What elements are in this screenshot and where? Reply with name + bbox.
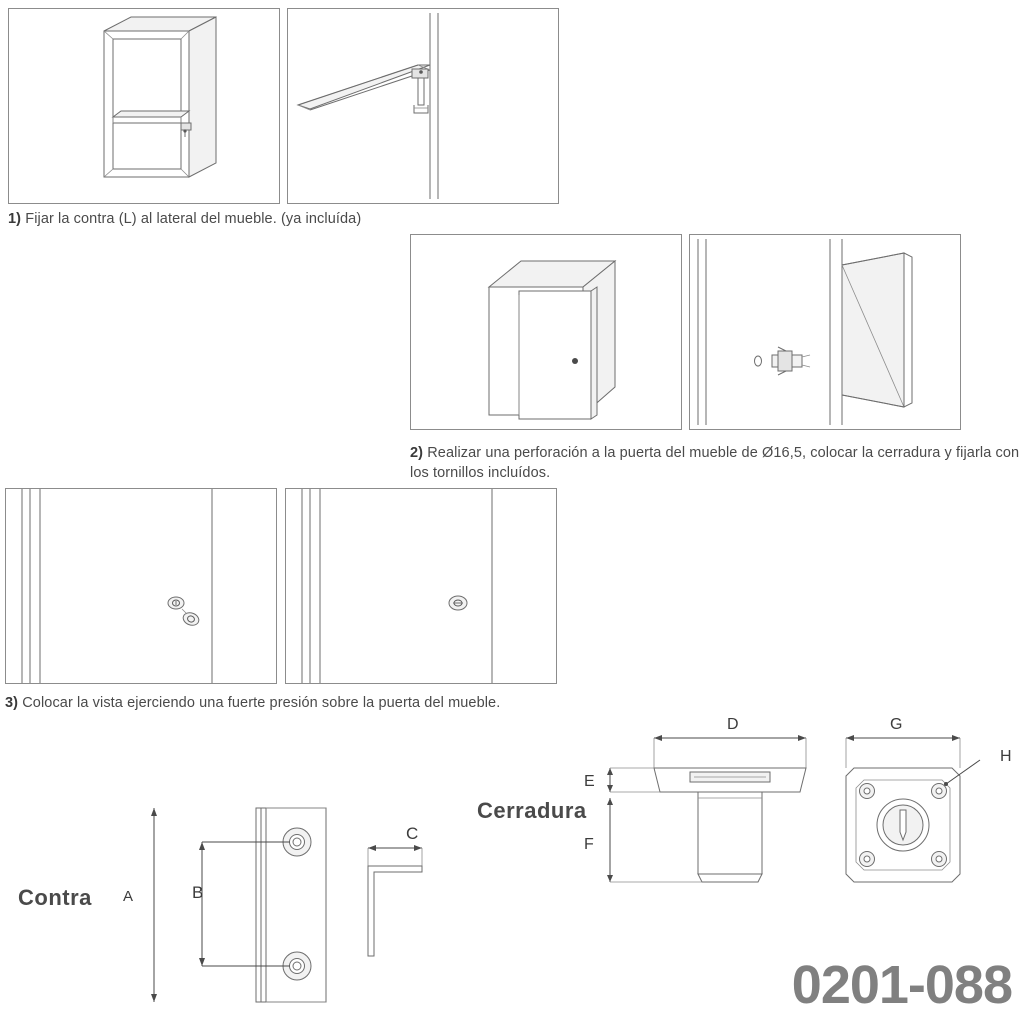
step3-panel-right bbox=[285, 488, 557, 684]
contra-detail-drawing bbox=[288, 9, 558, 203]
contra-label: Contra bbox=[18, 885, 92, 910]
step2-text: Realizar una perforación a la puerta del mueble de Ø16,5, colocar la cerradura y fijarla con los tornillos incluídos. bbox=[410, 445, 1020, 481]
lock-install-drawing bbox=[690, 235, 960, 429]
cabinet-door-drawing bbox=[411, 235, 681, 429]
step1-panel-left bbox=[8, 8, 280, 204]
step1-number: 1) bbox=[8, 211, 22, 227]
step3-panel-left bbox=[5, 488, 277, 684]
dimension-E-label: E bbox=[584, 773, 595, 790]
step2-panel-left bbox=[410, 234, 682, 430]
step3-text: Colocar la vista ejerciendo una fuerte presión sobre la puerta del mueble. bbox=[22, 695, 501, 711]
door-front-left-drawing bbox=[6, 489, 276, 683]
dimension-C-label: C bbox=[406, 824, 419, 843]
dimension-B-label: B bbox=[192, 883, 204, 902]
step2-caption bbox=[410, 444, 1020, 483]
cerradura-side-drawing bbox=[570, 706, 830, 906]
dimension-F-label: F bbox=[584, 836, 594, 853]
dimension-D-label: D bbox=[727, 716, 739, 733]
cabinet-open-drawing bbox=[9, 9, 279, 203]
dimension-H-label: H bbox=[1000, 748, 1012, 765]
dimension-G-label: G bbox=[890, 716, 903, 733]
step2-number: 2) bbox=[410, 445, 424, 461]
cerradura-front-drawing bbox=[820, 706, 1020, 906]
step3-number: 3) bbox=[5, 695, 19, 711]
step1-text: Fijar la contra (L) al lateral del mueble. (ya incluída) bbox=[25, 211, 362, 227]
product-code: 0201-088 bbox=[791, 955, 1012, 1015]
step1-caption bbox=[8, 210, 628, 230]
step3-caption bbox=[5, 694, 645, 714]
contra-drawing bbox=[140, 790, 470, 1015]
dimension-A-label: A bbox=[123, 888, 134, 905]
step2-panel-right bbox=[689, 234, 961, 430]
step1-panel-right bbox=[287, 8, 559, 204]
cerradura-label: Cerradura bbox=[477, 798, 587, 823]
door-front-right-drawing bbox=[286, 489, 556, 683]
